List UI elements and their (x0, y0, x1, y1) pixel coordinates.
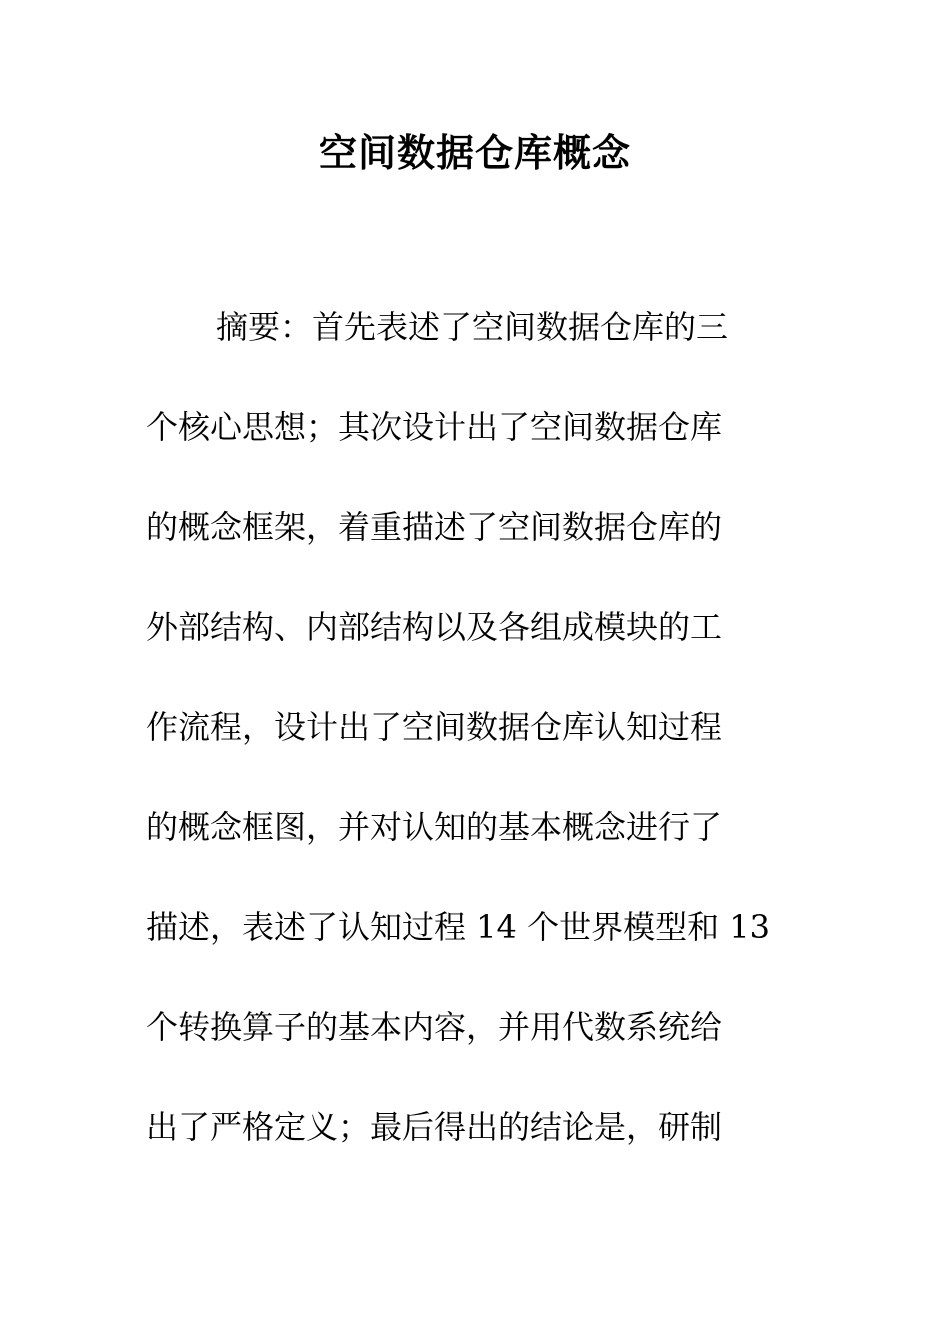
abstract-line: 描述，表述了认知过程 14 个世界模型和 13 (146, 908, 770, 946)
abstract-line: 摘要：首先表述了空间数据仓库的三 (216, 308, 729, 346)
abstract-line: 出了严格定义；最后得出的结论是，研制 (146, 1108, 723, 1146)
abstract-line: 外部结构、内部结构以及各组成模块的工 (146, 608, 723, 646)
abstract-line: 作流程，设计出了空间数据仓库认知过程 (146, 708, 723, 746)
abstract-line: 的概念框架，着重描述了空间数据仓库的 (146, 508, 723, 546)
abstract-line: 个核心思想；其次设计出了空间数据仓库 (146, 408, 723, 446)
abstract-paragraph (146, 302, 806, 1202)
document-title: 空间数据仓库概念 (318, 130, 631, 175)
abstract-line: 的概念框图，并对认知的基本概念进行了 (146, 808, 723, 846)
abstract-line: 个转换算子的基本内容，并用代数系统给 (146, 1008, 723, 1046)
